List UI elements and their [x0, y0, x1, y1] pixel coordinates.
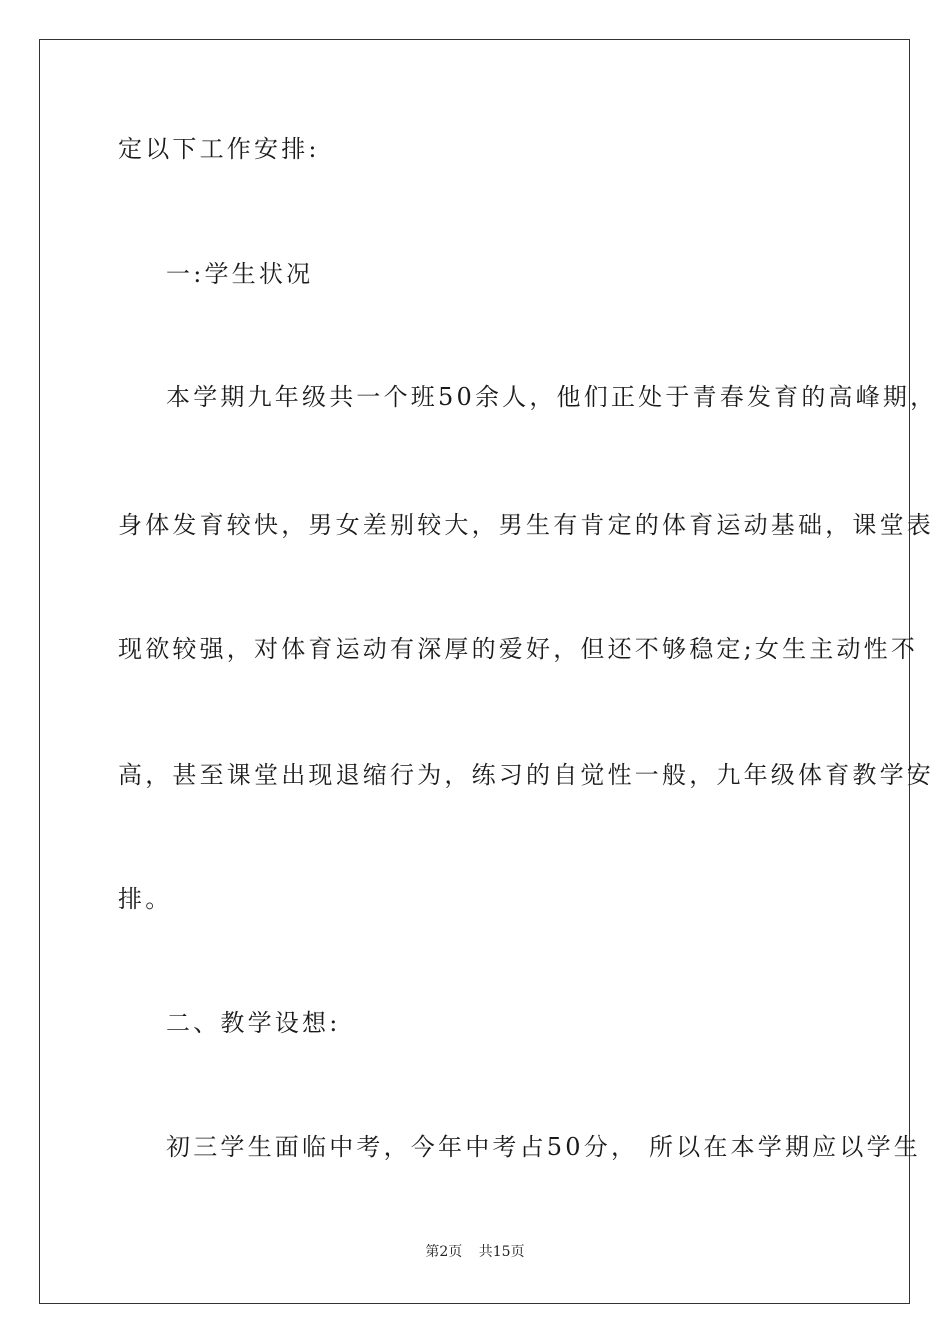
page-footer [0, 1243, 950, 1261]
text-line-1: 定以下工作安排: [118, 135, 320, 163]
page-number: 第2页 [425, 1244, 463, 1260]
text-line-7: 排。 [118, 885, 173, 913]
page-border [39, 39, 910, 1304]
text-line-3: 本学期九年级共一个班50余人，他们正处于青春发育的高峰期， [166, 383, 938, 411]
section-heading-student-status: 一:学生状况 [166, 260, 314, 288]
text-line-9: 初三学生面临中考，今年中考占50分， 所以在本学期应以学生 [166, 1133, 921, 1161]
section-heading-teaching-plan: 二、教学设想: [166, 1009, 341, 1037]
text-line-4: 身体发育较快，男女差别较大，男生有肯定的体育运动基础，课堂表 [118, 511, 934, 539]
text-line-5: 现欲较强，对体育运动有深厚的爱好，但还不够稳定;女生主动性不 [118, 635, 919, 663]
page-total: 共15页 [478, 1244, 525, 1260]
text-line-6: 高，甚至课堂出现退缩行为，练习的自觉性一般，九年级体育教学安 [118, 761, 934, 789]
